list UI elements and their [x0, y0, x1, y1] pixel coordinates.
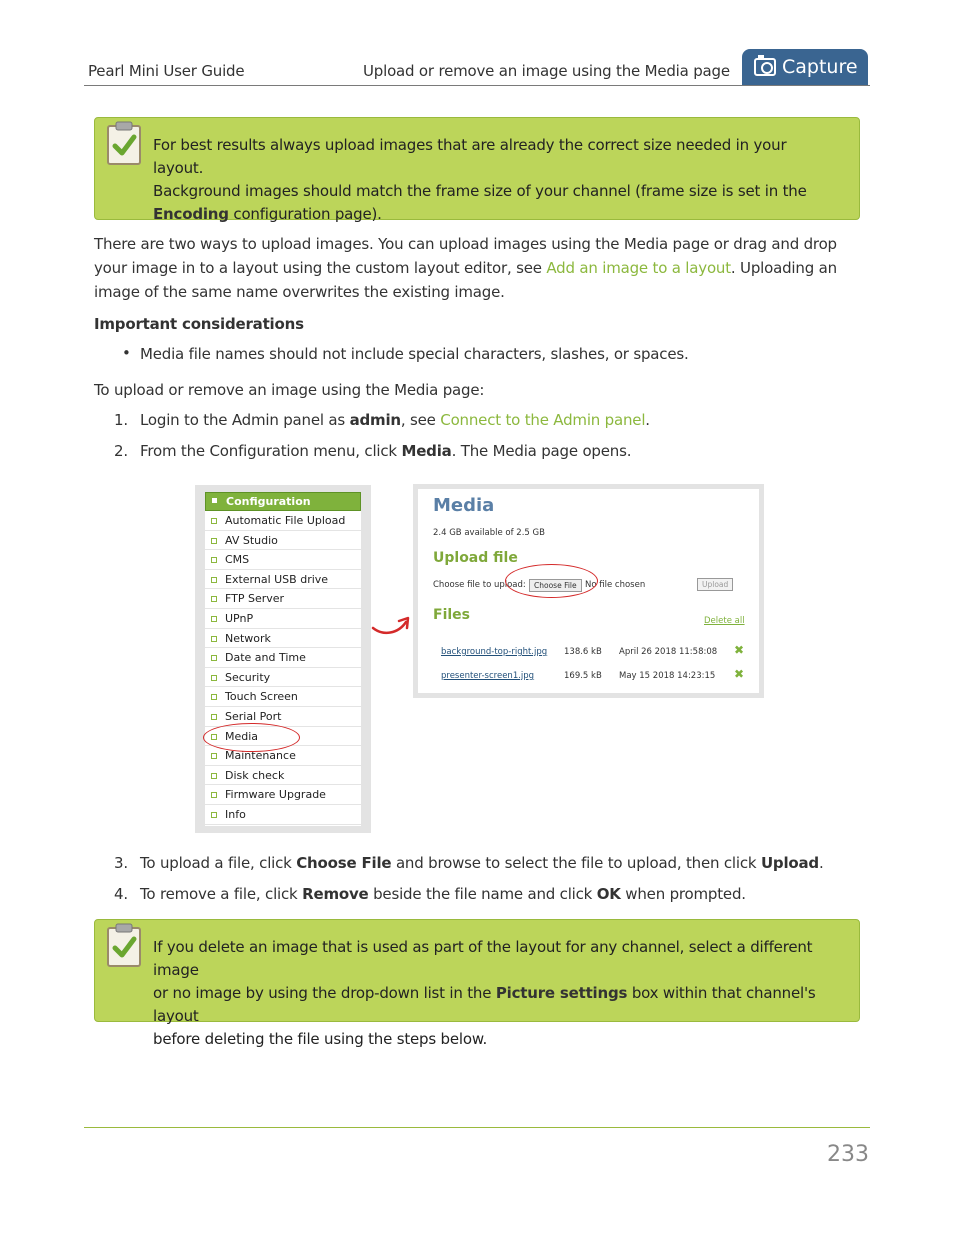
upload-file-heading: Upload file — [433, 550, 518, 566]
menu-item-network[interactable]: Network — [205, 629, 361, 649]
clipboard-check-icon — [106, 922, 142, 968]
warning-note — [94, 919, 860, 1048]
menu-item-serial-port[interactable]: Serial Port — [205, 707, 361, 727]
files-heading: Files — [433, 607, 470, 623]
config-menu-title[interactable]: Configuration — [205, 492, 361, 511]
file-size: 138.6 kB — [564, 647, 602, 657]
capture-tab-label: Capture — [782, 56, 858, 78]
choose-file-highlight-circle — [505, 564, 598, 598]
choose-file-label: Choose file to upload: — [433, 580, 526, 590]
file-size: 169.5 kB — [564, 671, 602, 681]
media-highlight-circle — [203, 723, 300, 752]
menu-item-disk-check[interactable]: Disk check — [205, 766, 361, 786]
footer-divider — [84, 1127, 870, 1128]
considerations-heading: Important considerations — [94, 315, 304, 333]
guide-title: Pearl Mini User Guide — [88, 62, 245, 80]
remove-file-icon[interactable]: ✖ — [734, 643, 745, 657]
clipboard-check-icon — [106, 120, 142, 166]
steps-intro: To upload or remove an image using the Media page: — [94, 381, 485, 399]
camera-icon — [754, 58, 776, 76]
bullet-dot: • — [122, 344, 131, 362]
file-name-link[interactable]: presenter-screen1.jpg — [441, 671, 535, 681]
add-image-link[interactable]: Add an image to a layout — [546, 259, 731, 277]
remove-file-icon[interactable]: ✖ — [734, 667, 745, 681]
file-date: April 26 2018 11:58:08 — [619, 647, 718, 657]
arrow-icon — [368, 612, 414, 638]
choose-file-button[interactable]: Choose File — [529, 579, 582, 592]
menu-item-date-time[interactable]: Date and Time — [205, 648, 361, 668]
section-title: Upload or remove an image using the Media page — [363, 62, 730, 80]
menu-item-ftp[interactable]: FTP Server — [205, 589, 361, 609]
menu-item-av-studio[interactable]: AV Studio — [205, 531, 361, 551]
menu-item-touch-screen[interactable]: Touch Screen — [205, 687, 361, 707]
config-menu-screenshot — [195, 485, 371, 833]
menu-item-usb[interactable]: External USB drive — [205, 570, 361, 590]
header-divider — [84, 85, 870, 86]
menu-item-security[interactable]: Security — [205, 668, 361, 688]
no-file-text: No file chosen — [585, 580, 646, 590]
delete-all-link[interactable]: Delete all — [704, 616, 745, 626]
file-name-link[interactable]: background-top-right.jpg — [441, 647, 548, 657]
capture-tab[interactable] — [742, 49, 868, 85]
tip-note — [94, 117, 860, 223]
tip-note-text: For best results always upload images that are already the correct size needed in your layout. Background images should match the frame size of your channel (frame size is set in the Encoding configuration page). — [153, 136, 807, 223]
menu-item-info[interactable]: Info — [205, 805, 361, 825]
menu-item-maintenance[interactable]: Maintenance — [205, 746, 361, 766]
menu-item-upnp[interactable]: UPnP — [205, 609, 361, 629]
file-date: May 15 2018 14:23:15 — [619, 671, 716, 681]
menu-item-media[interactable]: Media — [205, 727, 361, 747]
media-page-title: Media — [433, 495, 495, 516]
intro-paragraph: There are two ways to upload images. You can upload images using the Media page or drag and drop your image in to a layout using the custom layout editor, see Add an image to a layout. Uploading an image of the same name overwrites the existing image. — [94, 235, 837, 301]
page-number: 233 — [827, 1142, 869, 1167]
connect-admin-link[interactable]: Connect to the Admin panel — [440, 411, 646, 429]
upload-button[interactable]: Upload — [697, 578, 733, 591]
menu-item-firmware[interactable]: Firmware Upgrade — [205, 785, 361, 805]
menu-item-cms[interactable]: CMS — [205, 550, 361, 570]
menu-item-auto-upload[interactable]: Automatic File Upload — [205, 511, 361, 531]
warning-note-text: If you delete an image that is used as part of the layout for any channel, select a different image or no image by using the drop-down list in the Picture settings box within that channel's layout before deleting the file using the steps below. — [153, 938, 816, 1048]
storage-info: 2.4 GB available of 2.5 GB — [433, 528, 545, 538]
